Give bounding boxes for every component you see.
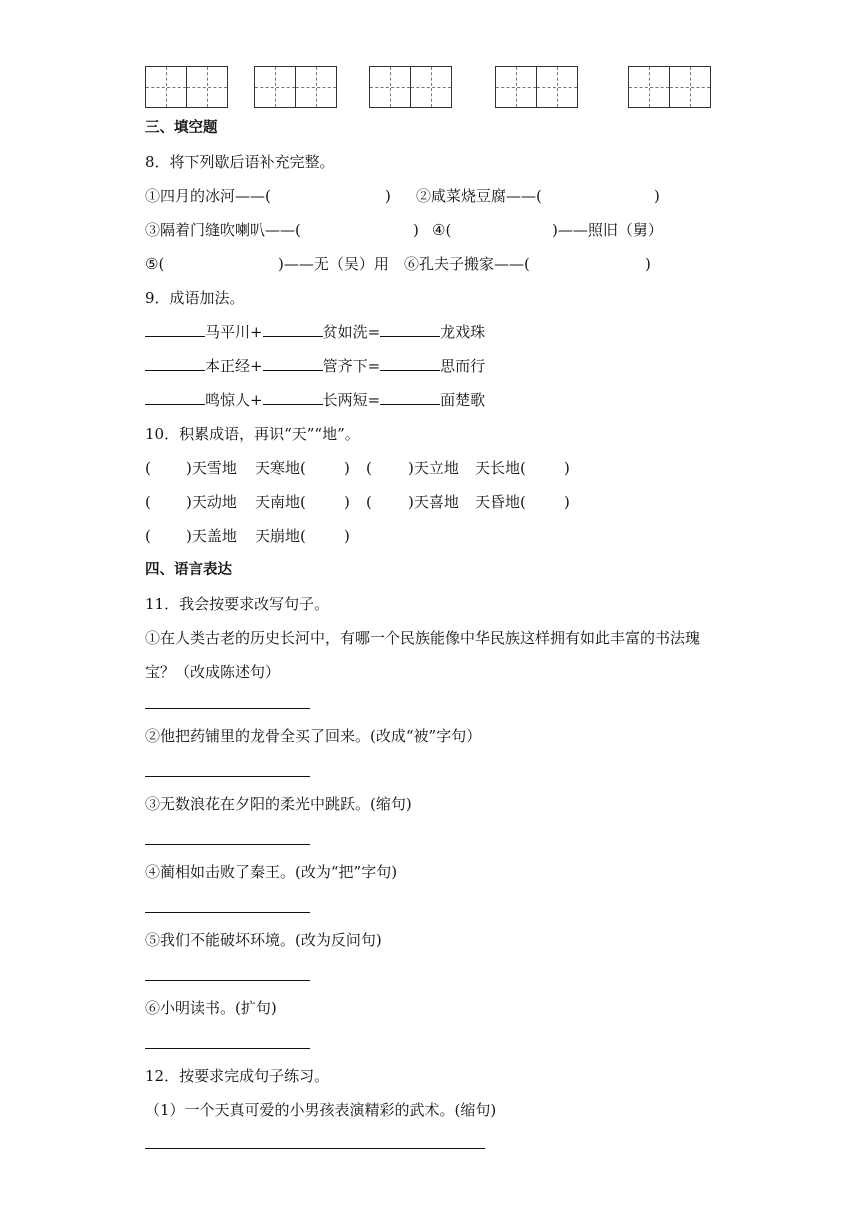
worksheet-page: 三、填空题 8．将下列歇后语补充完整。 ①四月的冰河——( ) ②咸菜烧豆腐——( ) ③隔着门缝吹喇叭——( ) ④( )——照旧（舅） ⑤( )——无（吴）用 ⑥孔夫子搬家——( ) 9．成语加法。 马平川+ 贫如洗= 龙戏珠 本正经+ 管齐下= 思而行 鸣惊人+ 长两短= 面楚歌 10．积累成语，再识“天”“地”。 ( )天雪地 天寒地( ) ( )天立地 天长地( ) ( )天动地 天南地( ) ( )天喜地 天昏地( ) ( )天盖地 天崩地( ) 四、语言表达 11．我会按要求改写句子。 ①在人类古老的历史长河中，有哪一个民族能像中华民族这样拥有如此丰富的书法瑰 宝？（改成陈述句） ②他把药铺里的龙骨全买了回来。(改成“被”字句） ③无数浪花在夕阳的柔光中跳跃。(缩句) ④蔺相如击败了秦王。(改为“把”字句) ⑤我们不能破坏环境。(改为反问句) ⑥小明读书。(扩句) 12．按要求完成句子练习。 （1）一个天真可爱的小男孩表演精彩的武术。(缩句) <box>0 0 860 1216</box>
tianzige-box[interactable] <box>369 66 452 108</box>
answer-line[interactable] <box>145 912 310 913</box>
writing-grid-row <box>0 66 860 110</box>
q11-prompt-4: ④蔺相如击败了秦王。(改为“把”字句) <box>145 863 398 881</box>
answer-line[interactable] <box>145 776 310 777</box>
answer-blank[interactable] <box>380 322 440 337</box>
section-heading: 四、语言表达 <box>145 562 232 578</box>
question-stem: 9．成语加法。 <box>145 289 245 307</box>
q11-prompt-1a: ①在人类古老的历史长河中，有哪一个民族能像中华民族这样拥有如此丰富的书法瑰 <box>145 629 701 647</box>
answer-blank[interactable] <box>263 356 323 371</box>
question-stem: 12．按要求完成句子练习。 <box>145 1067 330 1085</box>
tianzige-box[interactable] <box>145 66 228 108</box>
answer-line[interactable] <box>145 844 310 845</box>
question-stem: 8．将下列歇后语补充完整。 <box>145 153 335 171</box>
section-heading: 三、填空题 <box>145 120 218 136</box>
q12-prompt-1: （1）一个天真可爱的小男孩表演精彩的武术。(缩句) <box>145 1101 497 1119</box>
answer-blank[interactable] <box>380 390 440 405</box>
q9-row-3: 鸣惊人+ 长两短= 面楚歌 <box>145 390 485 410</box>
question-stem: 11．我会按要求改写句子。 <box>145 595 330 613</box>
answer-blank[interactable] <box>263 322 323 337</box>
answer-blank[interactable] <box>145 356 205 371</box>
q11-prompt-5: ⑤我们不能破坏环境。(改为反问句) <box>145 931 382 949</box>
answer-line[interactable] <box>145 1048 310 1049</box>
answer-blank[interactable] <box>263 390 323 405</box>
tianzige-box[interactable] <box>495 66 578 108</box>
answer-line[interactable] <box>145 980 310 981</box>
answer-line[interactable] <box>145 708 310 709</box>
question-stem: 10．积累成语，再识“天”“地”。 <box>145 425 360 443</box>
answer-blank[interactable] <box>145 322 205 337</box>
tianzige-box[interactable] <box>628 66 711 108</box>
q11-prompt-1b: 宝？（改成陈述句） <box>145 663 281 681</box>
q11-prompt-6: ⑥小明读书。(扩句) <box>145 999 277 1017</box>
q9-row-1: 马平川+ 贫如洗= 龙戏珠 <box>145 322 485 342</box>
answer-blank[interactable] <box>380 356 440 371</box>
q11-prompt-3: ③无数浪花在夕阳的柔光中跳跃。(缩句) <box>145 795 412 813</box>
q11-prompt-2: ②他把药铺里的龙骨全买了回来。(改成“被”字句） <box>145 727 482 745</box>
answer-line[interactable] <box>145 1148 485 1149</box>
tianzige-box[interactable] <box>254 66 337 108</box>
q9-row-2: 本正经+ 管齐下= 思而行 <box>145 356 485 376</box>
answer-blank[interactable] <box>145 390 205 405</box>
